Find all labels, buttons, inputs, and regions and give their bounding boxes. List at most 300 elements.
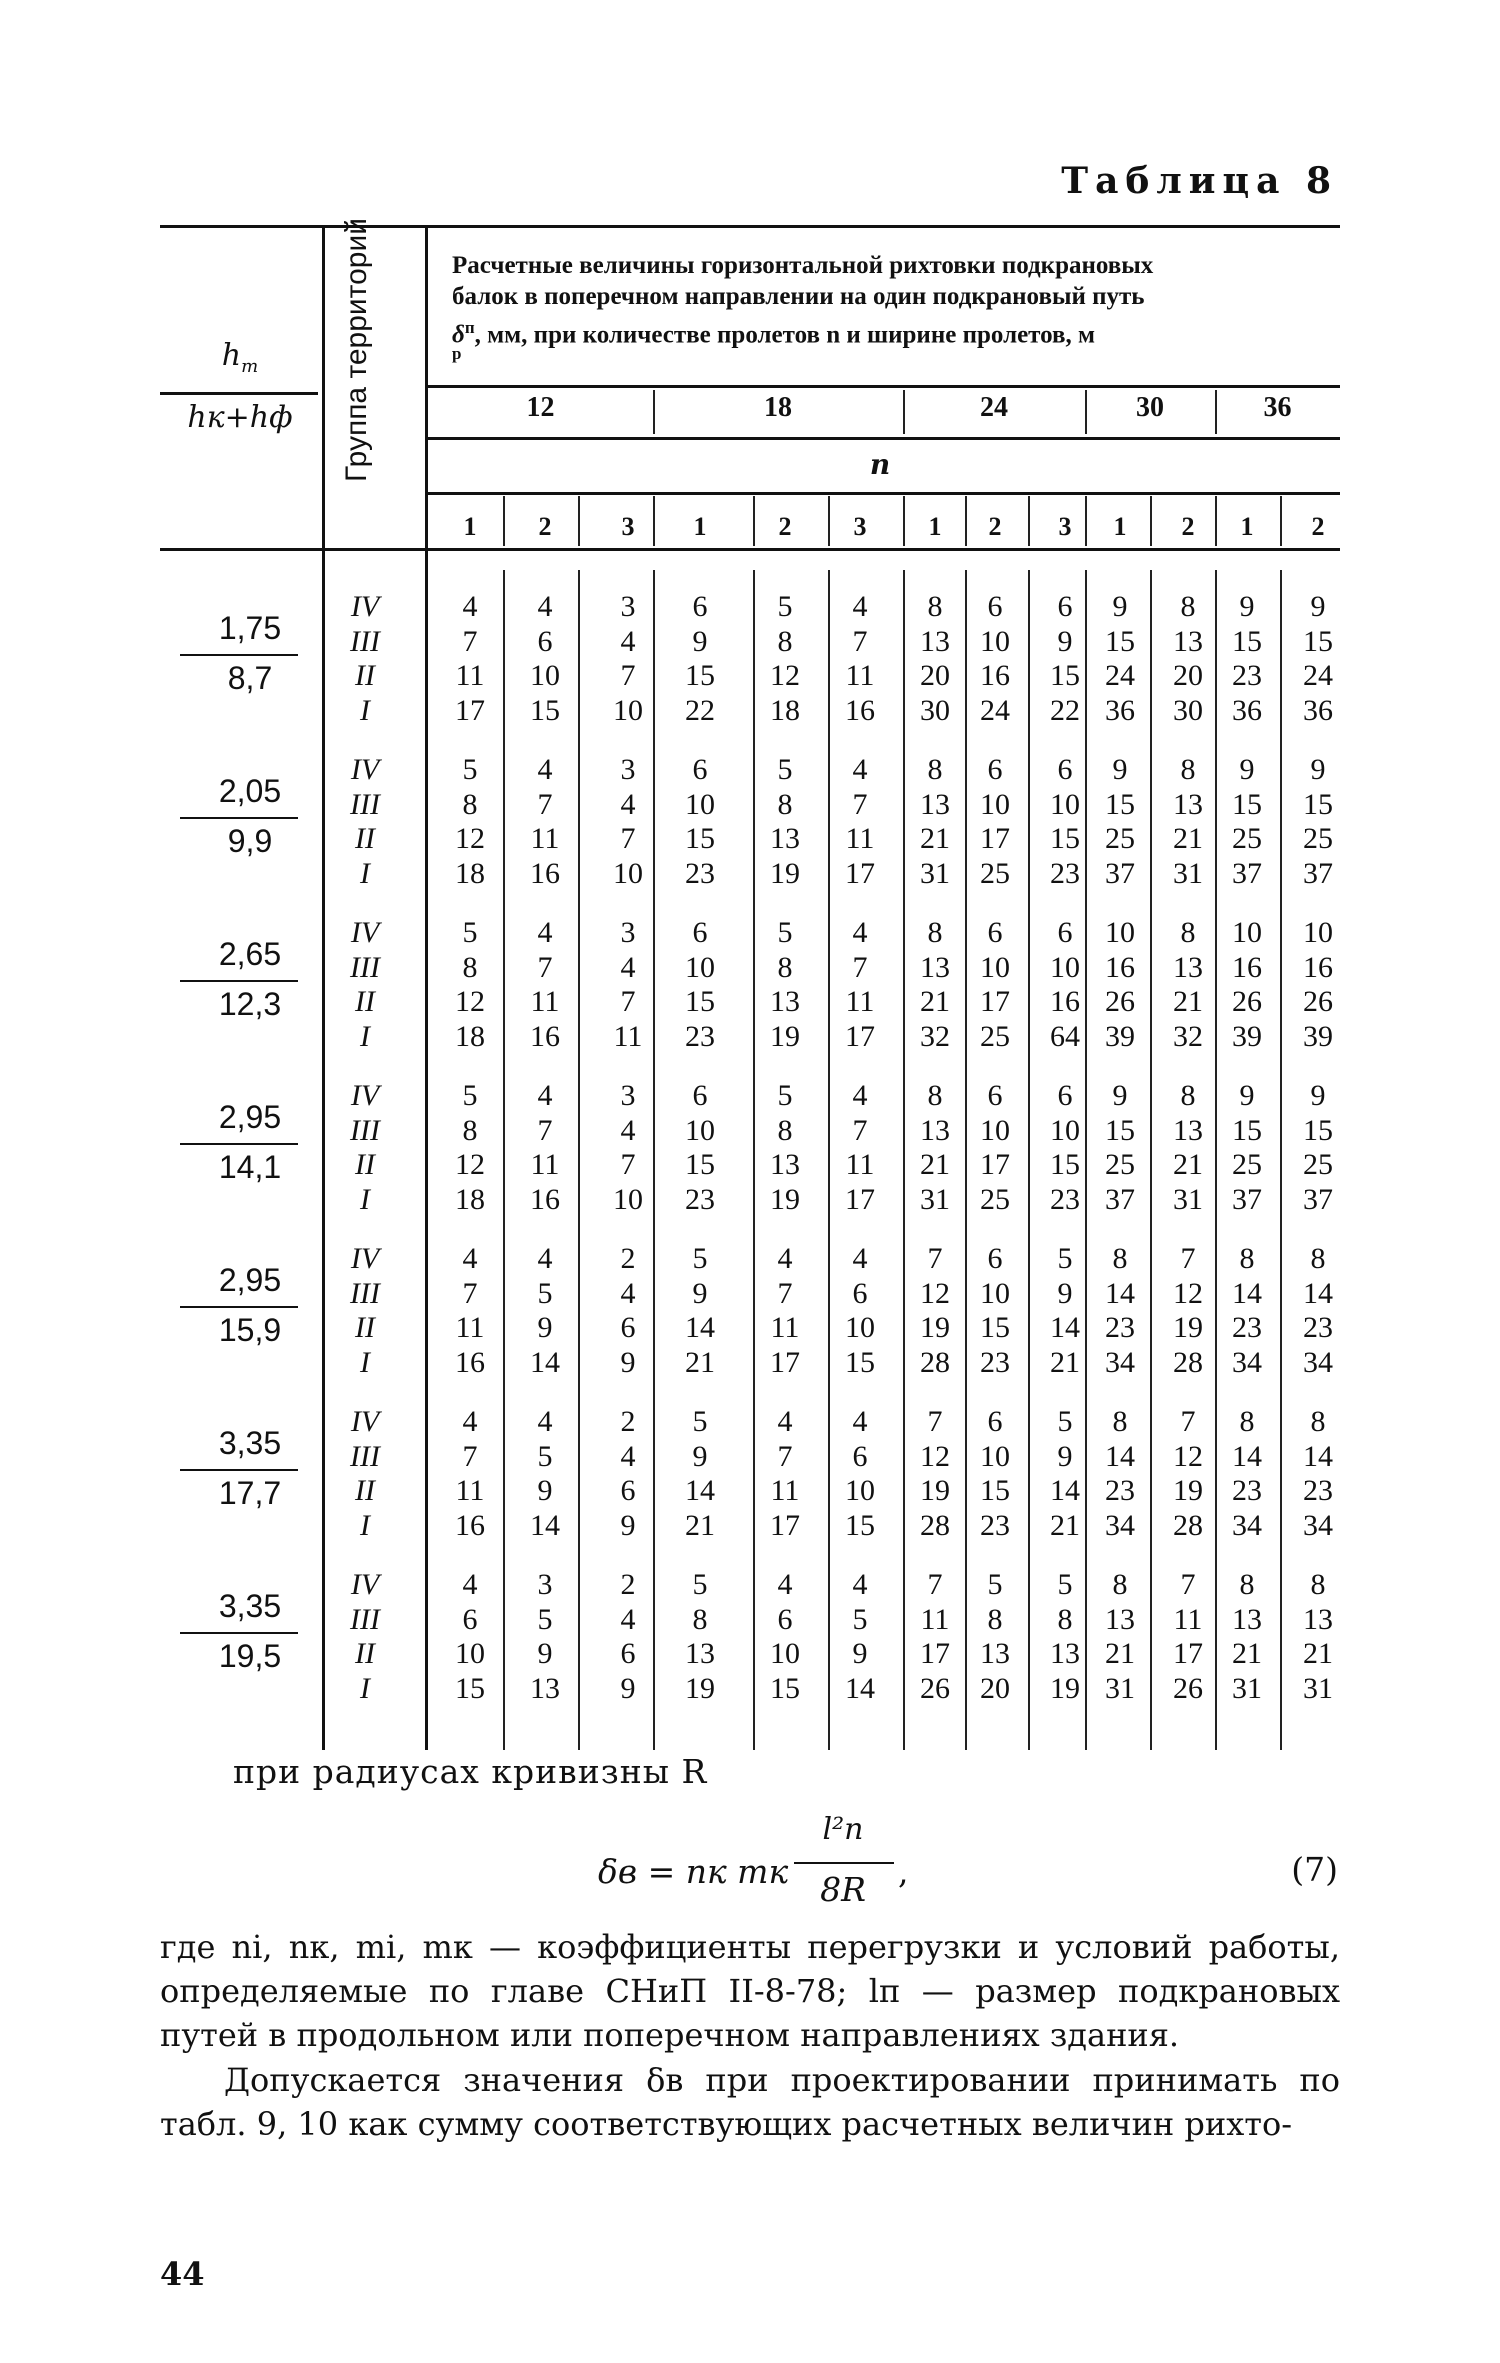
table-cell: 8 [1112, 1242, 1128, 1275]
table-cell: 9 [1310, 753, 1326, 786]
table-cell: 14 [530, 1508, 560, 1542]
ratio-denominator: 9,9 [227, 823, 273, 859]
table-cell: 31 [1105, 1671, 1135, 1705]
table-cell: 8 [462, 787, 478, 821]
table-cell: 24 [1105, 659, 1135, 692]
table-cell: 25 [980, 1019, 1010, 1053]
table-cell: 9 [1239, 753, 1255, 786]
table-cell: 13 [980, 1637, 1010, 1670]
table-cell: 25 [1303, 822, 1333, 855]
delta-symbol: δ [452, 321, 465, 349]
table-cell: 10 [613, 693, 643, 727]
width-row-bottom-rule [428, 437, 1340, 440]
table-cell: 15 [1050, 822, 1080, 855]
table-cell: 16 [530, 856, 560, 890]
table-cell: 6 [1057, 753, 1073, 786]
table-cell: 10 [530, 659, 560, 692]
group-cell: III [350, 1602, 380, 1636]
ratio-header-bottom: hк+hф [187, 400, 293, 435]
table-cell: 11 [770, 1311, 800, 1344]
table-cell: 3 [620, 753, 636, 786]
table-cell: 17 [980, 985, 1010, 1018]
table-cell: 6 [620, 1637, 636, 1670]
table-cell: 28 [920, 1508, 950, 1542]
table-cell: 7 [1180, 1405, 1196, 1438]
table-cell: 21 [920, 822, 950, 855]
table-cell: 15 [770, 1671, 800, 1705]
table-cell: 9 [692, 1439, 708, 1473]
table-cell: 10 [1303, 916, 1333, 949]
table-cell: 14 [685, 1311, 715, 1344]
group-cell: IV [350, 1079, 380, 1112]
equation-number: (7) [1291, 1850, 1338, 1889]
table-cell: 14 [1105, 1276, 1135, 1310]
table-cell: 4 [620, 1439, 636, 1473]
table-cell: 21 [1173, 1148, 1203, 1181]
table-cell: 12 [920, 1439, 950, 1473]
table-cell: 8 [1310, 1242, 1326, 1275]
width-label: 36 [1263, 392, 1292, 423]
table-cell: 3 [620, 1079, 636, 1112]
table-cell: 23 [685, 856, 715, 890]
table-cell: 11 [845, 1148, 875, 1181]
table-cell: 10 [455, 1637, 485, 1670]
table-cell: 26 [1232, 985, 1262, 1018]
table-cell: 31 [920, 856, 950, 890]
n-column-divider [1215, 496, 1217, 546]
table-cell: 15 [845, 1508, 875, 1542]
table-cell: 23 [980, 1345, 1010, 1379]
table-cell: 10 [980, 1276, 1010, 1310]
table-cell: 18 [770, 693, 800, 727]
table-cell: 21 [920, 1148, 950, 1181]
table-cell: 11 [455, 1311, 485, 1344]
table-cell: 18 [455, 1182, 485, 1216]
table-cell: 4 [537, 590, 553, 623]
table-cell: 15 [1303, 624, 1333, 658]
table-cell: 15 [1105, 787, 1135, 821]
ratio-denominator: 14,1 [218, 1149, 282, 1185]
table-cell: 25 [1303, 1148, 1333, 1181]
table-cell: 15 [1303, 787, 1333, 821]
table-cell: 12 [455, 822, 485, 855]
group-cell: IV [350, 590, 380, 623]
group-cell: III [350, 1113, 380, 1147]
table-cell: 6 [620, 1474, 636, 1507]
table-cell: 23 [1105, 1474, 1135, 1507]
page-number: 44 [160, 2255, 205, 2293]
table-cell: 5 [537, 1276, 553, 1310]
table-cell: 7 [537, 1113, 553, 1147]
group-cell: II [355, 1474, 375, 1507]
table-cell: 13 [770, 1148, 800, 1181]
table-cell: 6 [1057, 1079, 1073, 1112]
table-cell: 34 [1303, 1345, 1333, 1379]
table-cell: 4 [537, 1079, 553, 1112]
width-label: 30 [1136, 392, 1164, 423]
table-cell: 23 [685, 1182, 715, 1216]
table-cell: 12 [920, 1276, 950, 1310]
table-cell: 15 [530, 693, 560, 727]
formula-lhs: δв = nк mк [598, 1852, 789, 1891]
table-cell: 7 [462, 1276, 478, 1310]
table-cell: 5 [462, 753, 478, 786]
table-cell: 22 [1050, 693, 1080, 727]
table-cell: 19 [685, 1671, 715, 1705]
table-cell: 8 [987, 1602, 1003, 1636]
table-cell: 9 [1112, 590, 1128, 623]
table-cell: 15 [1105, 1113, 1135, 1147]
n-column-divider [578, 496, 580, 546]
table-cell: 39 [1232, 1019, 1262, 1053]
table-cell: 12 [1173, 1276, 1203, 1310]
table-cell: 9 [537, 1474, 553, 1507]
table-cell: 11 [845, 822, 875, 855]
table-cell: 17 [980, 822, 1010, 855]
table-cell: 5 [777, 590, 793, 623]
table-cell: 8 [1239, 1242, 1255, 1275]
table-cell: 31 [1173, 1182, 1203, 1216]
table-cell: 16 [455, 1345, 485, 1379]
table-cell: 4 [852, 1568, 868, 1601]
table-cell: 9 [692, 624, 708, 658]
table-cell: 7 [1180, 1568, 1196, 1601]
table-cell: 17 [980, 1148, 1010, 1181]
n-value-label: 2 [1311, 512, 1325, 541]
table-cell: 23 [1232, 659, 1262, 692]
header-desc-line2: балок в поперечном направлении на один подкрановый путь [452, 283, 1145, 310]
table-cell: 26 [920, 1671, 950, 1705]
paragraph-allowed: Допускается значения δв при проектировании принимать по табл. 9, 10 как сумму соответствующих расчетных величин рихто- [160, 2061, 1340, 2143]
table-cell: 15 [1105, 624, 1135, 658]
table-cell: 64 [1050, 1019, 1080, 1053]
table-cell: 10 [1232, 916, 1262, 949]
table-cell: 10 [980, 624, 1010, 658]
table-cell: 4 [852, 916, 868, 949]
table-cell: 23 [1050, 856, 1080, 890]
n-value-label: 2 [778, 512, 792, 541]
table-cell: 16 [845, 693, 875, 727]
n-value-label: 3 [621, 512, 635, 541]
table-cell: 4 [777, 1405, 793, 1438]
table-cell: 4 [462, 1405, 478, 1438]
table-cell: 36 [1303, 693, 1333, 727]
table-cell: 7 [1180, 1242, 1196, 1275]
table-cell: 8 [462, 1113, 478, 1147]
table-cell: 17 [770, 1508, 800, 1542]
table-cell: 13 [1173, 1113, 1203, 1147]
table-cell: 8 [777, 950, 793, 984]
ratio-header-top [160, 338, 320, 377]
table-cell: 15 [980, 1474, 1010, 1507]
table-cell: 10 [685, 950, 715, 984]
table-cell: 34 [1232, 1345, 1262, 1379]
group-cell: I [360, 1345, 370, 1379]
table-cell: 4 [852, 753, 868, 786]
table-cell: 17 [770, 1345, 800, 1379]
ratio-fraction-bar [180, 817, 298, 819]
table-cell: 7 [777, 1276, 793, 1310]
group-cell: II [355, 659, 375, 692]
table-cell: 19 [770, 856, 800, 890]
table-cell: 21 [1050, 1508, 1080, 1542]
table-cell: 9 [620, 1671, 636, 1705]
data-column-divider [578, 570, 580, 1750]
table-cell: 16 [530, 1182, 560, 1216]
table-cell: 5 [537, 1439, 553, 1473]
table-cell: 17 [455, 693, 485, 727]
table-cell: 10 [980, 787, 1010, 821]
table-cell: 15 [685, 985, 715, 1018]
table-cell: 13 [1173, 787, 1203, 821]
table-cell: 13 [770, 985, 800, 1018]
table-cell: 7 [927, 1242, 943, 1275]
table-cell: 5 [777, 1079, 793, 1112]
table-cell: 23 [1303, 1311, 1333, 1344]
table-cell: 5 [1057, 1568, 1073, 1601]
table-cell: 16 [1303, 950, 1333, 984]
ratio-numerator: 3,35 [218, 1588, 282, 1624]
table-cell: 23 [1105, 1311, 1135, 1344]
table-cell: 19 [1173, 1474, 1203, 1507]
table-cell: 16 [1050, 985, 1080, 1018]
group-cell: III [350, 1276, 380, 1310]
ratio-fraction-bar [180, 1469, 298, 1471]
table-cell: 23 [1232, 1311, 1262, 1344]
table-cell: 31 [1173, 856, 1203, 890]
table-cell: 12 [455, 985, 485, 1018]
table-cell: 6 [987, 1242, 1003, 1275]
table-cell: 17 [920, 1637, 950, 1670]
table-cell: 14 [1050, 1474, 1080, 1507]
group-cell: II [355, 985, 375, 1018]
table-cell: 5 [1057, 1405, 1073, 1438]
table-cell: 26 [1173, 1671, 1203, 1705]
table-cell: 17 [845, 1019, 875, 1053]
table-cell: 6 [1057, 590, 1073, 623]
table-cell: 31 [920, 1182, 950, 1216]
table-cell: 13 [920, 1113, 950, 1147]
table-cell: 8 [927, 753, 943, 786]
table-cell: 16 [530, 1019, 560, 1053]
ratio-numerator: 2,95 [218, 1262, 282, 1298]
table-cell: 11 [770, 1474, 800, 1507]
table-cell: 7 [537, 787, 553, 821]
table-cell: 23 [685, 1019, 715, 1053]
table-cell: 5 [777, 916, 793, 949]
table-cell: 17 [1173, 1637, 1203, 1670]
table-cell: 37 [1105, 856, 1135, 890]
table-cell: 15 [1303, 1113, 1333, 1147]
ratio-fraction-bar [180, 654, 298, 656]
width-label: 18 [764, 392, 792, 423]
group-cell: I [360, 1671, 370, 1705]
table-cell: 21 [1050, 1345, 1080, 1379]
table-cell: 23 [1303, 1474, 1333, 1507]
table-cell: 16 [980, 659, 1010, 692]
table-cell: 10 [1050, 787, 1080, 821]
table-cell: 17 [845, 856, 875, 890]
table-cell: 15 [1232, 624, 1262, 658]
table-cell: 34 [1232, 1508, 1262, 1542]
table-cell: 28 [1173, 1345, 1203, 1379]
n-column-divider [653, 496, 655, 546]
table-cell: 16 [1105, 950, 1135, 984]
table-cell: 8 [1180, 916, 1196, 949]
table-cell: 10 [613, 1182, 643, 1216]
formula-denominator: 8R [820, 1870, 866, 1909]
table-cell: 9 [1112, 753, 1128, 786]
table-cell: 16 [455, 1508, 485, 1542]
table-cell: 21 [1303, 1637, 1333, 1670]
table-cell: 39 [1105, 1019, 1135, 1053]
table-cell: 7 [777, 1439, 793, 1473]
table-cell: 12 [455, 1148, 485, 1181]
header-desc-line1: Расчетные величины горизонтальной рихтовки подкрановых [452, 252, 1154, 279]
table-cell: 10 [1050, 950, 1080, 984]
group-cell: I [360, 1182, 370, 1216]
data-column-left-rule [425, 225, 428, 1750]
table-cell: 21 [685, 1508, 715, 1542]
table-title: Таблица 8 [1061, 160, 1338, 202]
table-cell: 25 [980, 1182, 1010, 1216]
table-cell: 4 [537, 916, 553, 949]
width-label: 24 [980, 392, 1008, 423]
table-cell: 37 [1303, 1182, 1333, 1216]
n-column-divider [1150, 496, 1152, 546]
table-cell: 37 [1105, 1182, 1135, 1216]
table-cell: 11 [455, 1474, 485, 1507]
n-value-label: 2 [1181, 512, 1195, 541]
table-cell: 13 [530, 1671, 560, 1705]
table-cell: 13 [920, 950, 950, 984]
table-cell: 8 [1310, 1405, 1326, 1438]
table-cell: 36 [1105, 693, 1135, 727]
ratio-fraction-bar [180, 980, 298, 982]
table-cell: 9 [537, 1311, 553, 1344]
width-label: 12 [526, 392, 555, 423]
n-value-label: 2 [538, 512, 552, 541]
ratio-numerator: 2,65 [218, 936, 282, 972]
table-cell: 4 [852, 590, 868, 623]
table-cell: 21 [1105, 1637, 1135, 1670]
table-cell: 21 [920, 985, 950, 1018]
table-cell: 22 [685, 693, 715, 727]
table-cell: 4 [620, 1602, 636, 1636]
table-cell: 21 [685, 1345, 715, 1379]
table-cell: 8 [462, 950, 478, 984]
table-cell: 11 [530, 1148, 560, 1181]
radius-line: при радиусах кривизны R [233, 1752, 708, 1791]
ratio-denominator: 15,9 [218, 1312, 282, 1348]
table-cell: 9 [1057, 624, 1073, 658]
group-cell: IV [350, 916, 380, 949]
table-cell: 25 [1232, 1148, 1262, 1181]
n-column-divider [828, 496, 830, 546]
group-cell: III [350, 624, 380, 658]
table-cell: 5 [1057, 1242, 1073, 1275]
table-cell: 8 [927, 1079, 943, 1112]
table-cell: 4 [777, 1242, 793, 1275]
table-cell: 10 [845, 1311, 875, 1344]
table-cell: 7 [620, 822, 636, 855]
table-cell: 7 [852, 1113, 868, 1147]
group-label-text: Группа территорий [340, 218, 373, 482]
table-cell: 8 [777, 624, 793, 658]
group-cell: III [350, 787, 380, 821]
table-cell: 26 [1303, 985, 1333, 1018]
n-column-divider [965, 496, 967, 546]
table-cell: 15 [685, 822, 715, 855]
group-cell: IV [350, 1568, 380, 1601]
table-cell: 4 [852, 1405, 868, 1438]
group-cell: II [355, 1311, 375, 1344]
data-column-divider [1028, 570, 1030, 1750]
group-cell: I [360, 1019, 370, 1053]
table-cell: 11 [845, 659, 875, 692]
header-desc-rest: , мм, при количестве пролетов n и ширине пролетов, м [474, 321, 1096, 349]
group-cell: IV [350, 1405, 380, 1438]
group-cell: IV [350, 1242, 380, 1275]
table-cell: 6 [692, 1079, 708, 1112]
table-cell: 15 [845, 1345, 875, 1379]
table-cell: 13 [770, 822, 800, 855]
table-top-rule [160, 225, 1340, 228]
ratio-h-sub: т [241, 356, 259, 377]
table-cell: 7 [620, 1148, 636, 1181]
table-cell: 13 [920, 787, 950, 821]
table-cell: 6 [692, 590, 708, 623]
table-cell: 25 [980, 856, 1010, 890]
table-cell: 11 [455, 659, 485, 692]
n-row-bottom-rule [428, 492, 1340, 495]
table-cell: 9 [620, 1508, 636, 1542]
table-cell: 9 [692, 1276, 708, 1310]
n-value-label: 1 [693, 512, 707, 541]
ratio-denominator: 19,5 [218, 1638, 282, 1674]
table-cell: 28 [920, 1345, 950, 1379]
table-cell: 15 [685, 659, 715, 692]
table-cell: 14 [1303, 1276, 1333, 1310]
n-column-divider [903, 496, 905, 546]
table-cell: 25 [1232, 822, 1262, 855]
table-cell: 6 [692, 916, 708, 949]
table-cell: 9 [537, 1637, 553, 1670]
table-cell: 17 [845, 1182, 875, 1216]
n-value-label: 1 [928, 512, 942, 541]
table-cell: 4 [537, 753, 553, 786]
table-cell: 6 [987, 1405, 1003, 1438]
table-cell: 11 [845, 985, 875, 1018]
table-cell: 10 [980, 1439, 1010, 1473]
table-cell: 15 [1050, 659, 1080, 692]
table-cell: 4 [462, 1568, 478, 1601]
table-cell: 15 [685, 1148, 715, 1181]
table-cell: 6 [620, 1311, 636, 1344]
formula-fraction-bar [794, 1862, 894, 1864]
table-cell: 8 [777, 787, 793, 821]
table-cell: 6 [462, 1602, 478, 1636]
n-column-divider [1028, 496, 1030, 546]
n-value-label: 1 [1240, 512, 1254, 541]
table-cell: 10 [1050, 1113, 1080, 1147]
header-bottom-rule [160, 548, 1340, 551]
table-cell: 23 [980, 1508, 1010, 1542]
ratio-denominator: 17,7 [218, 1475, 282, 1511]
table-cell: 36 [1232, 693, 1262, 727]
table-cell: 34 [1303, 1508, 1333, 1542]
table-cell: 4 [620, 1276, 636, 1310]
